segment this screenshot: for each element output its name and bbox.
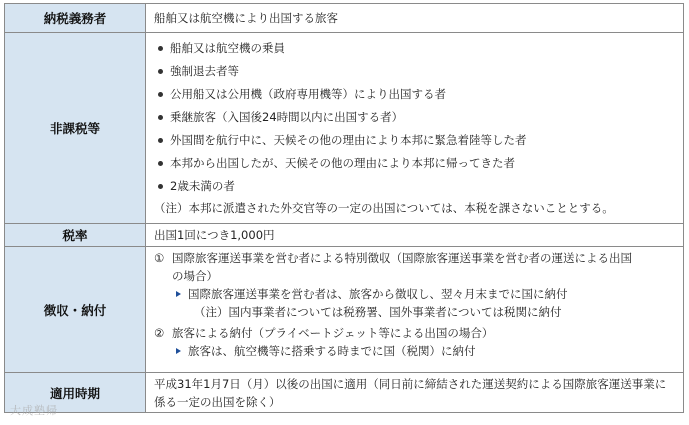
exempt-note: （注）本邦に派遣された外交官等の一定の出国については、本税を課さないこととする。 <box>154 201 614 215</box>
item-number-1: ① <box>154 251 165 265</box>
item-number-2: ② <box>154 326 165 340</box>
list-item: 乗継旅客（入国後24時間以内に出国する者） <box>154 106 677 129</box>
triangle-bullet-icon <box>176 291 181 297</box>
list-item: 船舶又は航空機の乗員 <box>154 37 677 60</box>
tax-summary-table <box>4 3 684 413</box>
header-exempt: 非課税等 <box>5 33 146 224</box>
list-item: 強制退去者等 <box>154 60 677 83</box>
item1-subnote: （注）国内事業者については税務署、国外事業者については税関に納付 <box>194 305 562 319</box>
header-timing: 適用時期 <box>5 373 146 413</box>
item2-sub <box>154 342 677 360</box>
list-item: 本邦から出国したが、天候その他の理由により本邦に帰ってきた者 <box>154 152 677 175</box>
item1-line2: の場合） <box>172 269 218 283</box>
list-item: 外国間を航行中に、天候その他の理由により本邦に緊急着陸等した者 <box>154 129 677 152</box>
header-rate: 税率 <box>5 224 146 247</box>
value-collection <box>146 247 684 373</box>
value-exempt <box>146 33 684 224</box>
item1-sub-text: 国際旅客運送事業を営む者は、旅客から徴収し、翌々月末までに国に納付 <box>188 287 568 301</box>
item1-sub <box>154 285 677 303</box>
list-item: 2歳未満の者 <box>154 175 677 198</box>
row-taxpayer <box>5 4 684 33</box>
collection-item-1 <box>154 249 677 267</box>
row-exempt <box>5 33 684 224</box>
item2-sub-text: 旅客は、航空機等に搭乗する時までに国（税関）に納付 <box>188 344 476 358</box>
list-item: 公用船又は公用機（政府専用機等）により出国する者 <box>154 83 677 106</box>
timing-line1: 平成31年1月7日（月）以後の出国に適用（同日前に締結された運送契約による国際旅客運送事業に <box>154 377 667 391</box>
value-timing <box>146 373 684 413</box>
item1-line1: 国際旅客運送事業を営む者による特別徴収（国際旅客運送事業を営む者の運送による出国 <box>172 251 632 265</box>
header-taxpayer: 納税義務者 <box>5 4 146 33</box>
item2-line: 旅客による納付（プライベートジェット等による出国の場合） <box>172 326 494 340</box>
triangle-bullet-icon <box>176 348 181 354</box>
header-collection: 徴収・納付 <box>5 247 146 373</box>
exempt-list <box>154 33 677 198</box>
row-timing <box>5 373 684 413</box>
timing-line2: 係る一定の出国を除く） <box>154 395 281 409</box>
value-rate: 出国1回につき1,000円 <box>146 224 684 247</box>
value-taxpayer: 船舶又は航空機により出国する旅客 <box>146 4 684 33</box>
watermark: 大成塾帰 <box>10 404 58 417</box>
row-collection <box>5 247 684 373</box>
collection-item-2 <box>154 324 677 342</box>
row-rate <box>5 224 684 247</box>
